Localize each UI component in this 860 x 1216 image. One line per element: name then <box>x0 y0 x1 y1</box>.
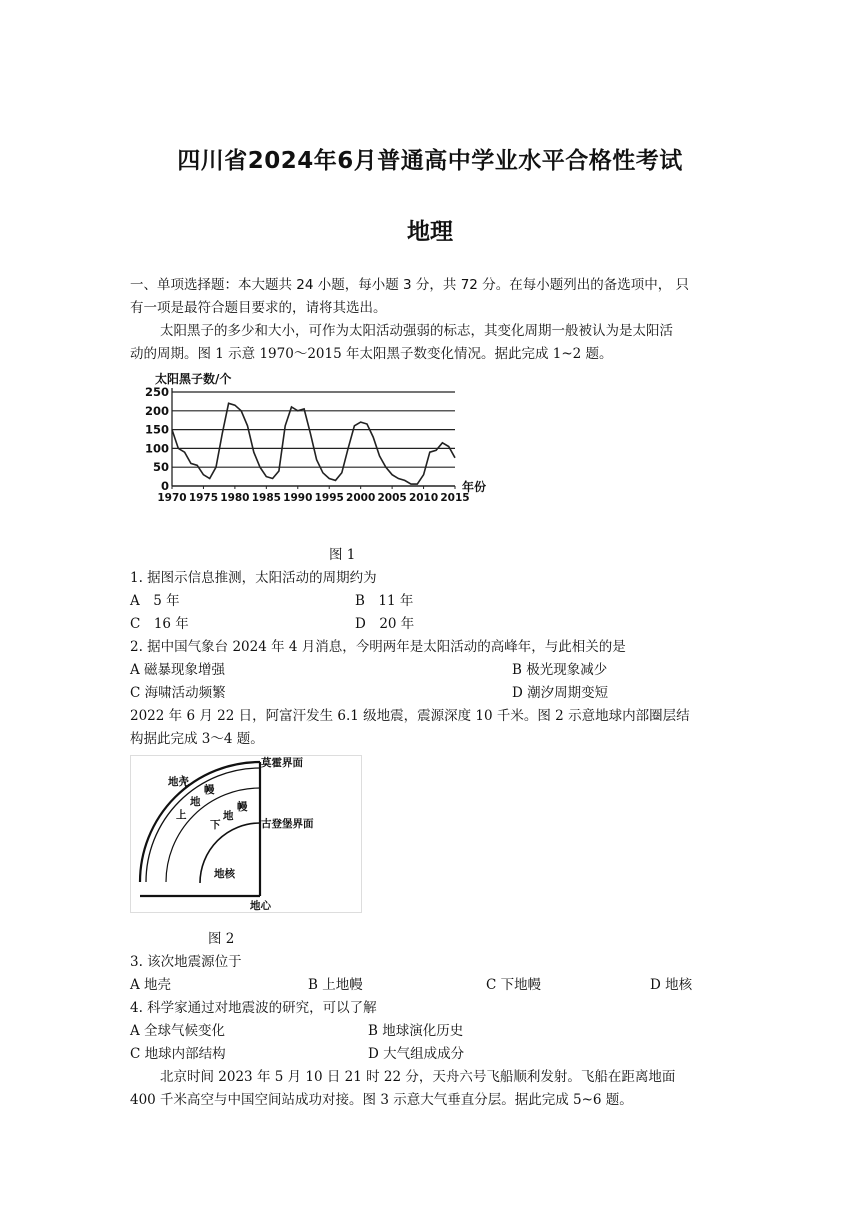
chart-xtick-label: 1975 <box>188 492 219 504</box>
label-upper-mantle-3: 幔 <box>204 784 215 796</box>
q3-option-d[interactable]: D 地核 <box>650 977 693 993</box>
q2-option-a[interactable]: A 磁暴现象增强 <box>130 662 226 678</box>
label-gutenberg: 古登堡界面 <box>261 818 314 830</box>
subject-title: 地理 <box>407 219 453 245</box>
q2-option-b[interactable]: B 极光现象减少 <box>512 662 608 678</box>
figure1-caption: 图 1 <box>329 547 356 563</box>
q3-option-a[interactable]: A 地壳 <box>130 977 172 993</box>
q1-option-b[interactable]: B 11 年 <box>355 593 414 609</box>
label-lower-mantle-2: 地 <box>223 810 234 822</box>
chart-xtick-label: 1990 <box>283 492 313 504</box>
label-core: 地核 <box>214 868 235 880</box>
label-crust: 地壳 <box>168 776 189 788</box>
intro3-line1: 北京时间 2023 年 5 月 10 日 21 时 22 分，天舟六号飞船顺利发射。飞船在距离地面 <box>160 1069 676 1085</box>
q1-stem: 1. 据图示信息推测，太阳活动的周期约为 <box>130 570 377 586</box>
label-moho: 莫霍界面 <box>261 757 303 769</box>
label-upper-mantle-2: 地 <box>190 796 201 808</box>
q4-option-c[interactable]: C 地球内部结构 <box>130 1046 226 1062</box>
label-lower-mantle-1: 下 <box>210 819 221 831</box>
chart-series-line <box>172 403 455 484</box>
chart-xtick-label: 2005 <box>377 492 407 504</box>
q3-option-c[interactable]: C 下地幔 <box>486 977 542 993</box>
sunspot-chart <box>144 370 510 516</box>
chart-xtick-label: 1995 <box>314 492 344 504</box>
q3-stem: 3. 该次地震源位于 <box>130 954 242 970</box>
page-title: 四川省2024年6月普通高中学业水平合格性考试 <box>177 148 683 174</box>
section-heading-line2: 有一项是最符合题目要求的，请将其选出。 <box>130 300 387 316</box>
q1-option-c[interactable]: C 16 年 <box>130 616 189 632</box>
chart-ytick-label: 100 <box>144 441 169 456</box>
q4-option-b[interactable]: B 地球演化历史 <box>368 1023 464 1039</box>
chart-ytick-label: 50 <box>152 460 169 475</box>
chart-ytick-label: 150 <box>144 422 169 437</box>
q4-option-d[interactable]: D 大气组成成分 <box>368 1046 465 1062</box>
chart-ytick-label: 0 <box>160 479 169 493</box>
q4-stem: 4. 科学家通过对地震波的研究，可以了解 <box>130 1000 377 1016</box>
intro2-line1: 2022 年 6 月 22 日，阿富汗发生 6.1 级地震，震源深度 10 千米。图 2 示意地球内部圈层结 <box>130 708 690 724</box>
q1-option-a[interactable]: A 5 年 <box>130 593 180 609</box>
intro2-line2: 构据此完成 3～4 题。 <box>130 731 264 747</box>
q4-option-a[interactable]: A 全球气候变化 <box>130 1023 226 1039</box>
earth-interior-diagram <box>130 755 362 913</box>
figure2-frame <box>131 756 362 913</box>
chart-ytick-label: 250 <box>144 385 169 399</box>
label-center: 地心 <box>250 900 271 912</box>
chart-xtick-label: 1970 <box>157 492 187 504</box>
crust-outer-arc <box>140 762 260 882</box>
chart-ylabel: 太阳黑子数/个 <box>155 372 232 386</box>
q3-option-b[interactable]: B 上地幔 <box>308 977 363 993</box>
section-heading-line1: 一、单项选择题：本大题共 24 小题，每小题 3 分，共 72 分。在每小题列出的备选项中， 只 <box>130 277 689 293</box>
chart-xtick-label: 2010 <box>408 492 439 504</box>
chart-xtick-label: 2000 <box>346 492 376 504</box>
q2-option-c[interactable]: C 海啸活动频繁 <box>130 685 226 701</box>
label-upper-mantle-1: 上 <box>176 809 187 821</box>
chart-xlabel: 年份 <box>462 480 487 494</box>
chart-xtick-label: 2015 <box>440 492 470 504</box>
q2-stem: 2. 据中国气象台 2024 年 4 月消息，今明两年是太阳活动的高峰年，与此相关的是 <box>130 639 626 655</box>
chart-ytick-label: 200 <box>144 403 169 418</box>
chart-xtick-label: 1980 <box>220 492 250 504</box>
intro1-line1: 太阳黑子的多少和大小，可作为太阳活动强弱的标志，其变化周期一般被认为是太阳活 <box>160 323 673 339</box>
figure2-caption: 图 2 <box>208 931 235 947</box>
q1-option-d[interactable]: D 20 年 <box>355 616 415 632</box>
label-lower-mantle-3: 幔 <box>237 801 248 813</box>
chart-xtick-label: 1985 <box>251 492 281 504</box>
q2-option-d[interactable]: D 潮汐周期变短 <box>512 685 609 701</box>
intro1-line2: 动的周期。图 1 示意 1970～2015 年太阳黑子数变化情况。据此完成 1~2 题。 <box>130 346 613 362</box>
intro3-line2: 400 千米高空与中国空间站成功对接。图 3 示意大气垂直分层。据此完成 5~6 题。 <box>130 1092 633 1108</box>
